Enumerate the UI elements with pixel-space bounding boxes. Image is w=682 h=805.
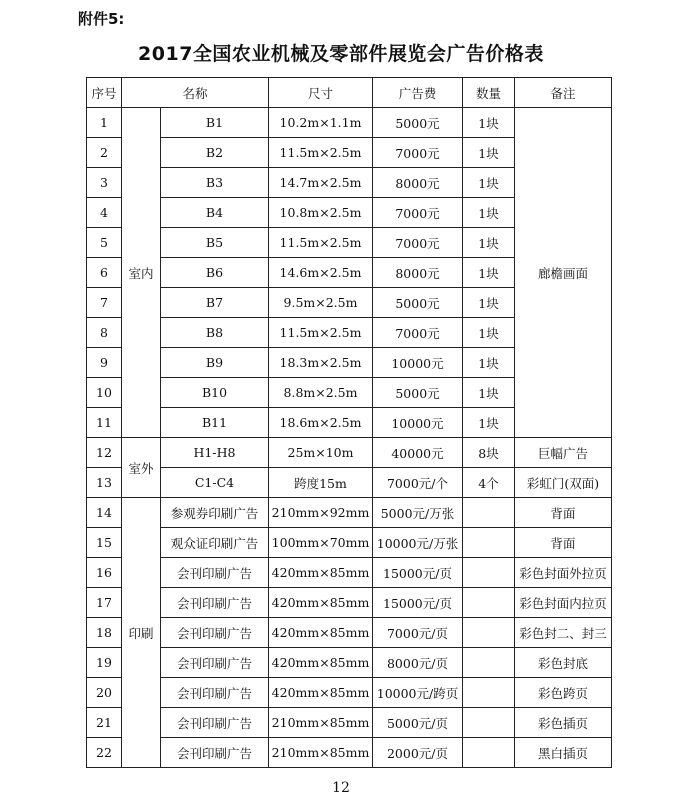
cell-size: 18.6m×2.5m <box>269 408 373 438</box>
cell-qty: 1块 <box>463 198 515 228</box>
table-header-row <box>87 78 612 108</box>
cell-name: B5 <box>161 228 269 258</box>
cell-note: 背面 <box>515 498 612 528</box>
cell-fee: 10000元/跨页 <box>373 678 463 708</box>
cell-size: 14.7m×2.5m <box>269 168 373 198</box>
cell-note: 彩虹门(双面) <box>515 468 612 498</box>
cell-size: 11.5m×2.5m <box>269 138 373 168</box>
cell-size: 210mm×92mm <box>269 498 373 528</box>
table-row <box>87 648 612 678</box>
price-table <box>86 77 612 768</box>
cell-fee: 8000元 <box>373 168 463 198</box>
group-print: 印刷 <box>122 498 161 768</box>
cell-note: 彩色封面外拉页 <box>515 558 612 588</box>
cell-name: 会刊印刷广告 <box>161 558 269 588</box>
cell-name: B6 <box>161 258 269 288</box>
cell-size: 420mm×85mm <box>269 558 373 588</box>
table-row <box>87 678 612 708</box>
cell-fee: 5000元/页 <box>373 708 463 738</box>
cell-seq: 3 <box>87 168 122 198</box>
header-qty: 数量 <box>463 78 515 108</box>
table-row <box>87 528 612 558</box>
cell-seq: 11 <box>87 408 122 438</box>
cell-size: 跨度15m <box>269 468 373 498</box>
cell-fee: 5000元 <box>373 108 463 138</box>
cell-seq: 17 <box>87 588 122 618</box>
table-row <box>87 108 612 138</box>
cell-seq: 19 <box>87 648 122 678</box>
cell-qty: 1块 <box>463 318 515 348</box>
cell-seq: 5 <box>87 228 122 258</box>
cell-note: 彩色封面内拉页 <box>515 588 612 618</box>
cell-size: 210mm×85mm <box>269 708 373 738</box>
cell-qty <box>463 648 515 678</box>
cell-qty: 1块 <box>463 138 515 168</box>
cell-name: 会刊印刷广告 <box>161 588 269 618</box>
cell-name: B11 <box>161 408 269 438</box>
cell-qty: 1块 <box>463 348 515 378</box>
cell-fee: 10000元 <box>373 408 463 438</box>
cell-qty: 1块 <box>463 168 515 198</box>
cell-seq: 2 <box>87 138 122 168</box>
cell-size: 18.3m×2.5m <box>269 348 373 378</box>
cell-qty: 1块 <box>463 378 515 408</box>
table-row <box>87 588 612 618</box>
cell-seq: 10 <box>87 378 122 408</box>
cell-name: 会刊印刷广告 <box>161 648 269 678</box>
cell-fee: 7000元 <box>373 138 463 168</box>
cell-name: 观众证印刷广告 <box>161 528 269 558</box>
header-fee: 广告费 <box>373 78 463 108</box>
cell-name: B8 <box>161 318 269 348</box>
group-indoor: 室内 <box>122 108 161 438</box>
cell-name: 会刊印刷广告 <box>161 678 269 708</box>
table-row <box>87 558 612 588</box>
cell-seq: 20 <box>87 678 122 708</box>
cell-size: 14.6m×2.5m <box>269 258 373 288</box>
cell-qty: 1块 <box>463 108 515 138</box>
cell-size: 11.5m×2.5m <box>269 318 373 348</box>
cell-seq: 15 <box>87 528 122 558</box>
cell-seq: 9 <box>87 348 122 378</box>
cell-note: 彩色跨页 <box>515 678 612 708</box>
cell-name: B4 <box>161 198 269 228</box>
header-note: 备注 <box>515 78 612 108</box>
cell-seq: 1 <box>87 108 122 138</box>
header-name: 名称 <box>122 78 269 108</box>
cell-qty <box>463 618 515 648</box>
table-row <box>87 708 612 738</box>
cell-fee: 15000元/页 <box>373 558 463 588</box>
cell-seq: 14 <box>87 498 122 528</box>
table-row <box>87 468 612 498</box>
cell-fee: 2000元/页 <box>373 738 463 768</box>
cell-name: H1-H8 <box>161 438 269 468</box>
cell-qty <box>463 678 515 708</box>
cell-note: 巨幅广告 <box>515 438 612 468</box>
cell-note: 彩色插页 <box>515 708 612 738</box>
cell-seq: 18 <box>87 618 122 648</box>
cell-seq: 12 <box>87 438 122 468</box>
cell-seq: 6 <box>87 258 122 288</box>
cell-fee: 8000元 <box>373 258 463 288</box>
cell-size: 8.8m×2.5m <box>269 378 373 408</box>
cell-size: 100mm×70mm <box>269 528 373 558</box>
cell-size: 420mm×85mm <box>269 648 373 678</box>
cell-note: 彩色封二、封三 <box>515 618 612 648</box>
cell-name: B7 <box>161 288 269 318</box>
cell-qty: 1块 <box>463 288 515 318</box>
cell-note: 黑白插页 <box>515 738 612 768</box>
cell-qty: 1块 <box>463 408 515 438</box>
cell-qty: 1块 <box>463 228 515 258</box>
cell-size: 10.8m×2.5m <box>269 198 373 228</box>
cell-name: 会刊印刷广告 <box>161 738 269 768</box>
note-indoor: 廊檐画面 <box>515 108 612 438</box>
cell-fee: 7000元/个 <box>373 468 463 498</box>
cell-note: 彩色封底 <box>515 648 612 678</box>
cell-qty: 1块 <box>463 258 515 288</box>
table-row <box>87 498 612 528</box>
table-row <box>87 738 612 768</box>
cell-fee: 7000元/页 <box>373 618 463 648</box>
table-row <box>87 618 612 648</box>
cell-name: B1 <box>161 108 269 138</box>
cell-name: 参观券印刷广告 <box>161 498 269 528</box>
header-size: 尺寸 <box>269 78 373 108</box>
cell-fee: 8000元/页 <box>373 648 463 678</box>
cell-seq: 8 <box>87 318 122 348</box>
page-title: 2017全国农业机械及零部件展览会广告价格表 <box>138 43 544 65</box>
cell-fee: 7000元 <box>373 318 463 348</box>
cell-name: B3 <box>161 168 269 198</box>
cell-name: 会刊印刷广告 <box>161 708 269 738</box>
cell-name: 会刊印刷广告 <box>161 618 269 648</box>
cell-size: 210mm×85mm <box>269 738 373 768</box>
cell-size: 420mm×85mm <box>269 678 373 708</box>
header-seq: 序号 <box>87 78 122 108</box>
cell-qty <box>463 588 515 618</box>
cell-seq: 21 <box>87 708 122 738</box>
cell-seq: 13 <box>87 468 122 498</box>
cell-size: 420mm×85mm <box>269 588 373 618</box>
cell-size: 25m×10m <box>269 438 373 468</box>
cell-fee: 5000元 <box>373 378 463 408</box>
cell-qty: 4个 <box>463 468 515 498</box>
cell-name: B2 <box>161 138 269 168</box>
cell-qty <box>463 708 515 738</box>
cell-name: C1-C4 <box>161 468 269 498</box>
cell-qty <box>463 558 515 588</box>
cell-fee: 7000元 <box>373 198 463 228</box>
cell-fee: 5000元/万张 <box>373 498 463 528</box>
cell-note: 背面 <box>515 528 612 558</box>
cell-fee: 10000元 <box>373 348 463 378</box>
cell-seq: 4 <box>87 198 122 228</box>
cell-qty <box>463 528 515 558</box>
cell-size: 9.5m×2.5m <box>269 288 373 318</box>
cell-seq: 16 <box>87 558 122 588</box>
cell-size: 11.5m×2.5m <box>269 228 373 258</box>
group-outdoor: 室外 <box>122 438 161 498</box>
cell-name: B9 <box>161 348 269 378</box>
cell-seq: 22 <box>87 738 122 768</box>
cell-seq: 7 <box>87 288 122 318</box>
cell-fee: 10000元/万张 <box>373 528 463 558</box>
cell-qty <box>463 738 515 768</box>
attachment-label: 附件5: <box>78 10 125 28</box>
cell-size: 10.2m×1.1m <box>269 108 373 138</box>
table-row <box>87 438 612 468</box>
cell-qty <box>463 498 515 528</box>
cell-name: B10 <box>161 378 269 408</box>
cell-fee: 5000元 <box>373 288 463 318</box>
cell-qty: 8块 <box>463 438 515 468</box>
cell-fee: 40000元 <box>373 438 463 468</box>
cell-fee: 15000元/页 <box>373 588 463 618</box>
cell-size: 420mm×85mm <box>269 618 373 648</box>
cell-fee: 7000元 <box>373 228 463 258</box>
page-number: 12 <box>332 780 350 796</box>
